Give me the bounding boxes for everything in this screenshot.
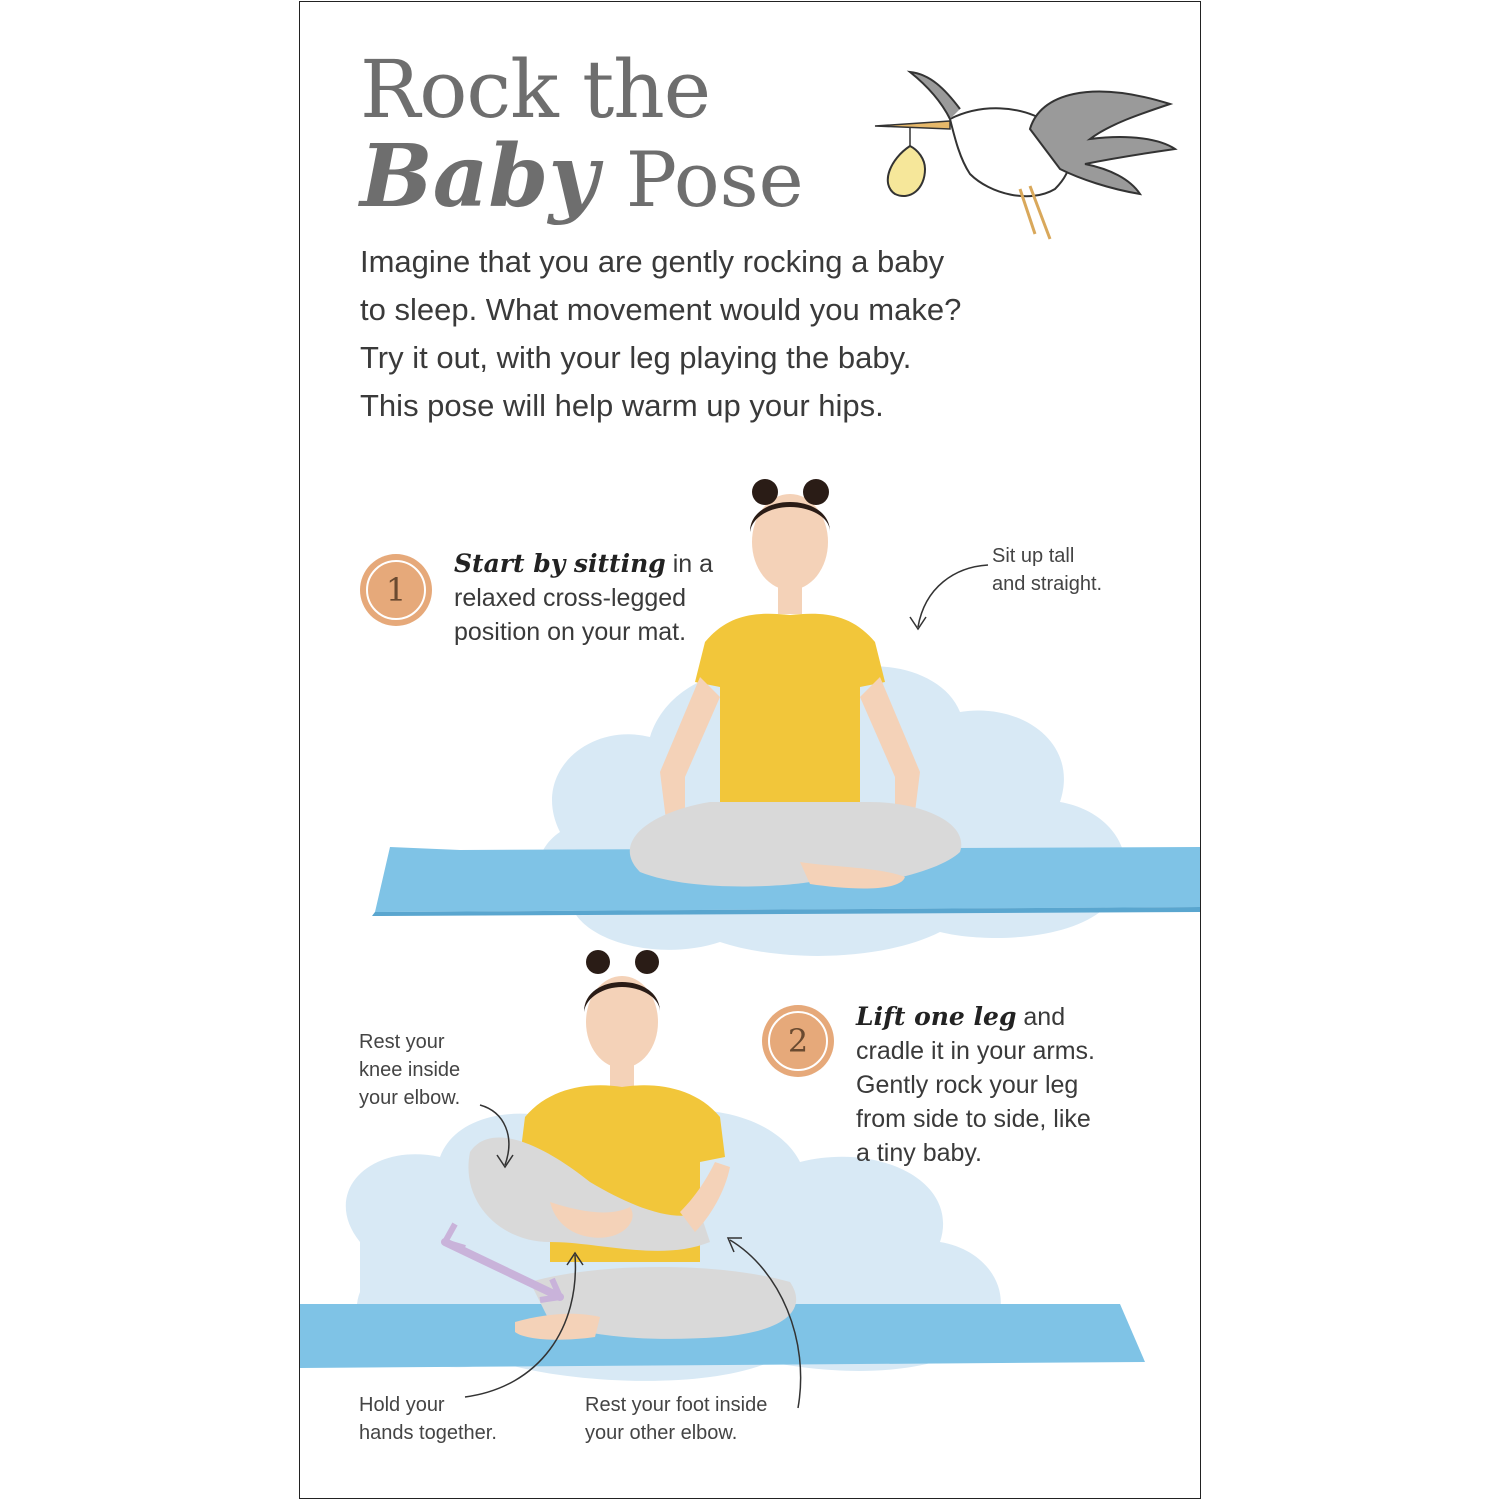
note-line: hands together. bbox=[359, 1422, 497, 1444]
title-line-1: Rock the bbox=[360, 43, 711, 136]
step-2-line: cradle it in your arms. bbox=[856, 1037, 1095, 1065]
stork-illustration bbox=[870, 64, 1185, 249]
intro-line: Try it out, with your leg playing the baby. bbox=[360, 340, 912, 375]
title-line-2 bbox=[360, 126, 804, 227]
arrow-hands bbox=[460, 1247, 590, 1407]
title-pose: Pose bbox=[625, 135, 804, 224]
step-1-badge bbox=[360, 554, 432, 626]
intro-line: Imagine that you are gently rocking a baby bbox=[360, 244, 945, 279]
note-line: knee inside bbox=[359, 1059, 461, 1081]
step-2-badge bbox=[762, 1005, 834, 1077]
arrow-sit-tall bbox=[900, 557, 995, 637]
arrow-foot bbox=[720, 1230, 810, 1415]
step-1-line: relaxed cross-legged bbox=[454, 584, 687, 612]
step-1-number: 1 bbox=[366, 560, 426, 620]
step-1-text bbox=[454, 547, 754, 649]
step-2-line: from side to side, like bbox=[856, 1105, 1091, 1133]
intro-line: This pose will help warm up your hips. bbox=[360, 388, 884, 423]
note-line: your elbow. bbox=[359, 1087, 461, 1109]
step-1-line: in a bbox=[665, 550, 714, 578]
step-2-line: Gently rock your leg bbox=[856, 1071, 1079, 1099]
note-knee bbox=[359, 1028, 460, 1112]
step-2-line: and bbox=[1016, 1003, 1066, 1031]
note-line: Rest your foot inside bbox=[585, 1394, 768, 1416]
note-line: Sit up tall bbox=[992, 545, 1075, 567]
intro-line: to sleep. What movement would you make? bbox=[360, 292, 962, 327]
page bbox=[299, 1, 1201, 1499]
note-line: and straight. bbox=[992, 573, 1103, 595]
step-2-text bbox=[856, 1000, 1186, 1170]
note-line: Rest your bbox=[359, 1031, 445, 1053]
intro-paragraph bbox=[360, 238, 1040, 430]
step-1-lead: Start by sitting bbox=[454, 549, 666, 578]
step-2-line: a tiny baby. bbox=[856, 1139, 983, 1167]
step-1-line: position on your mat. bbox=[454, 618, 687, 646]
arrow-knee bbox=[475, 1097, 525, 1172]
step-2-lead: Lift one leg bbox=[856, 1002, 1017, 1031]
note-line: Hold your bbox=[359, 1394, 445, 1416]
step-2-number: 2 bbox=[768, 1011, 828, 1071]
title-baby: Baby bbox=[360, 126, 599, 227]
note-sit-tall bbox=[992, 542, 1102, 598]
note-line: your other elbow. bbox=[585, 1422, 738, 1444]
